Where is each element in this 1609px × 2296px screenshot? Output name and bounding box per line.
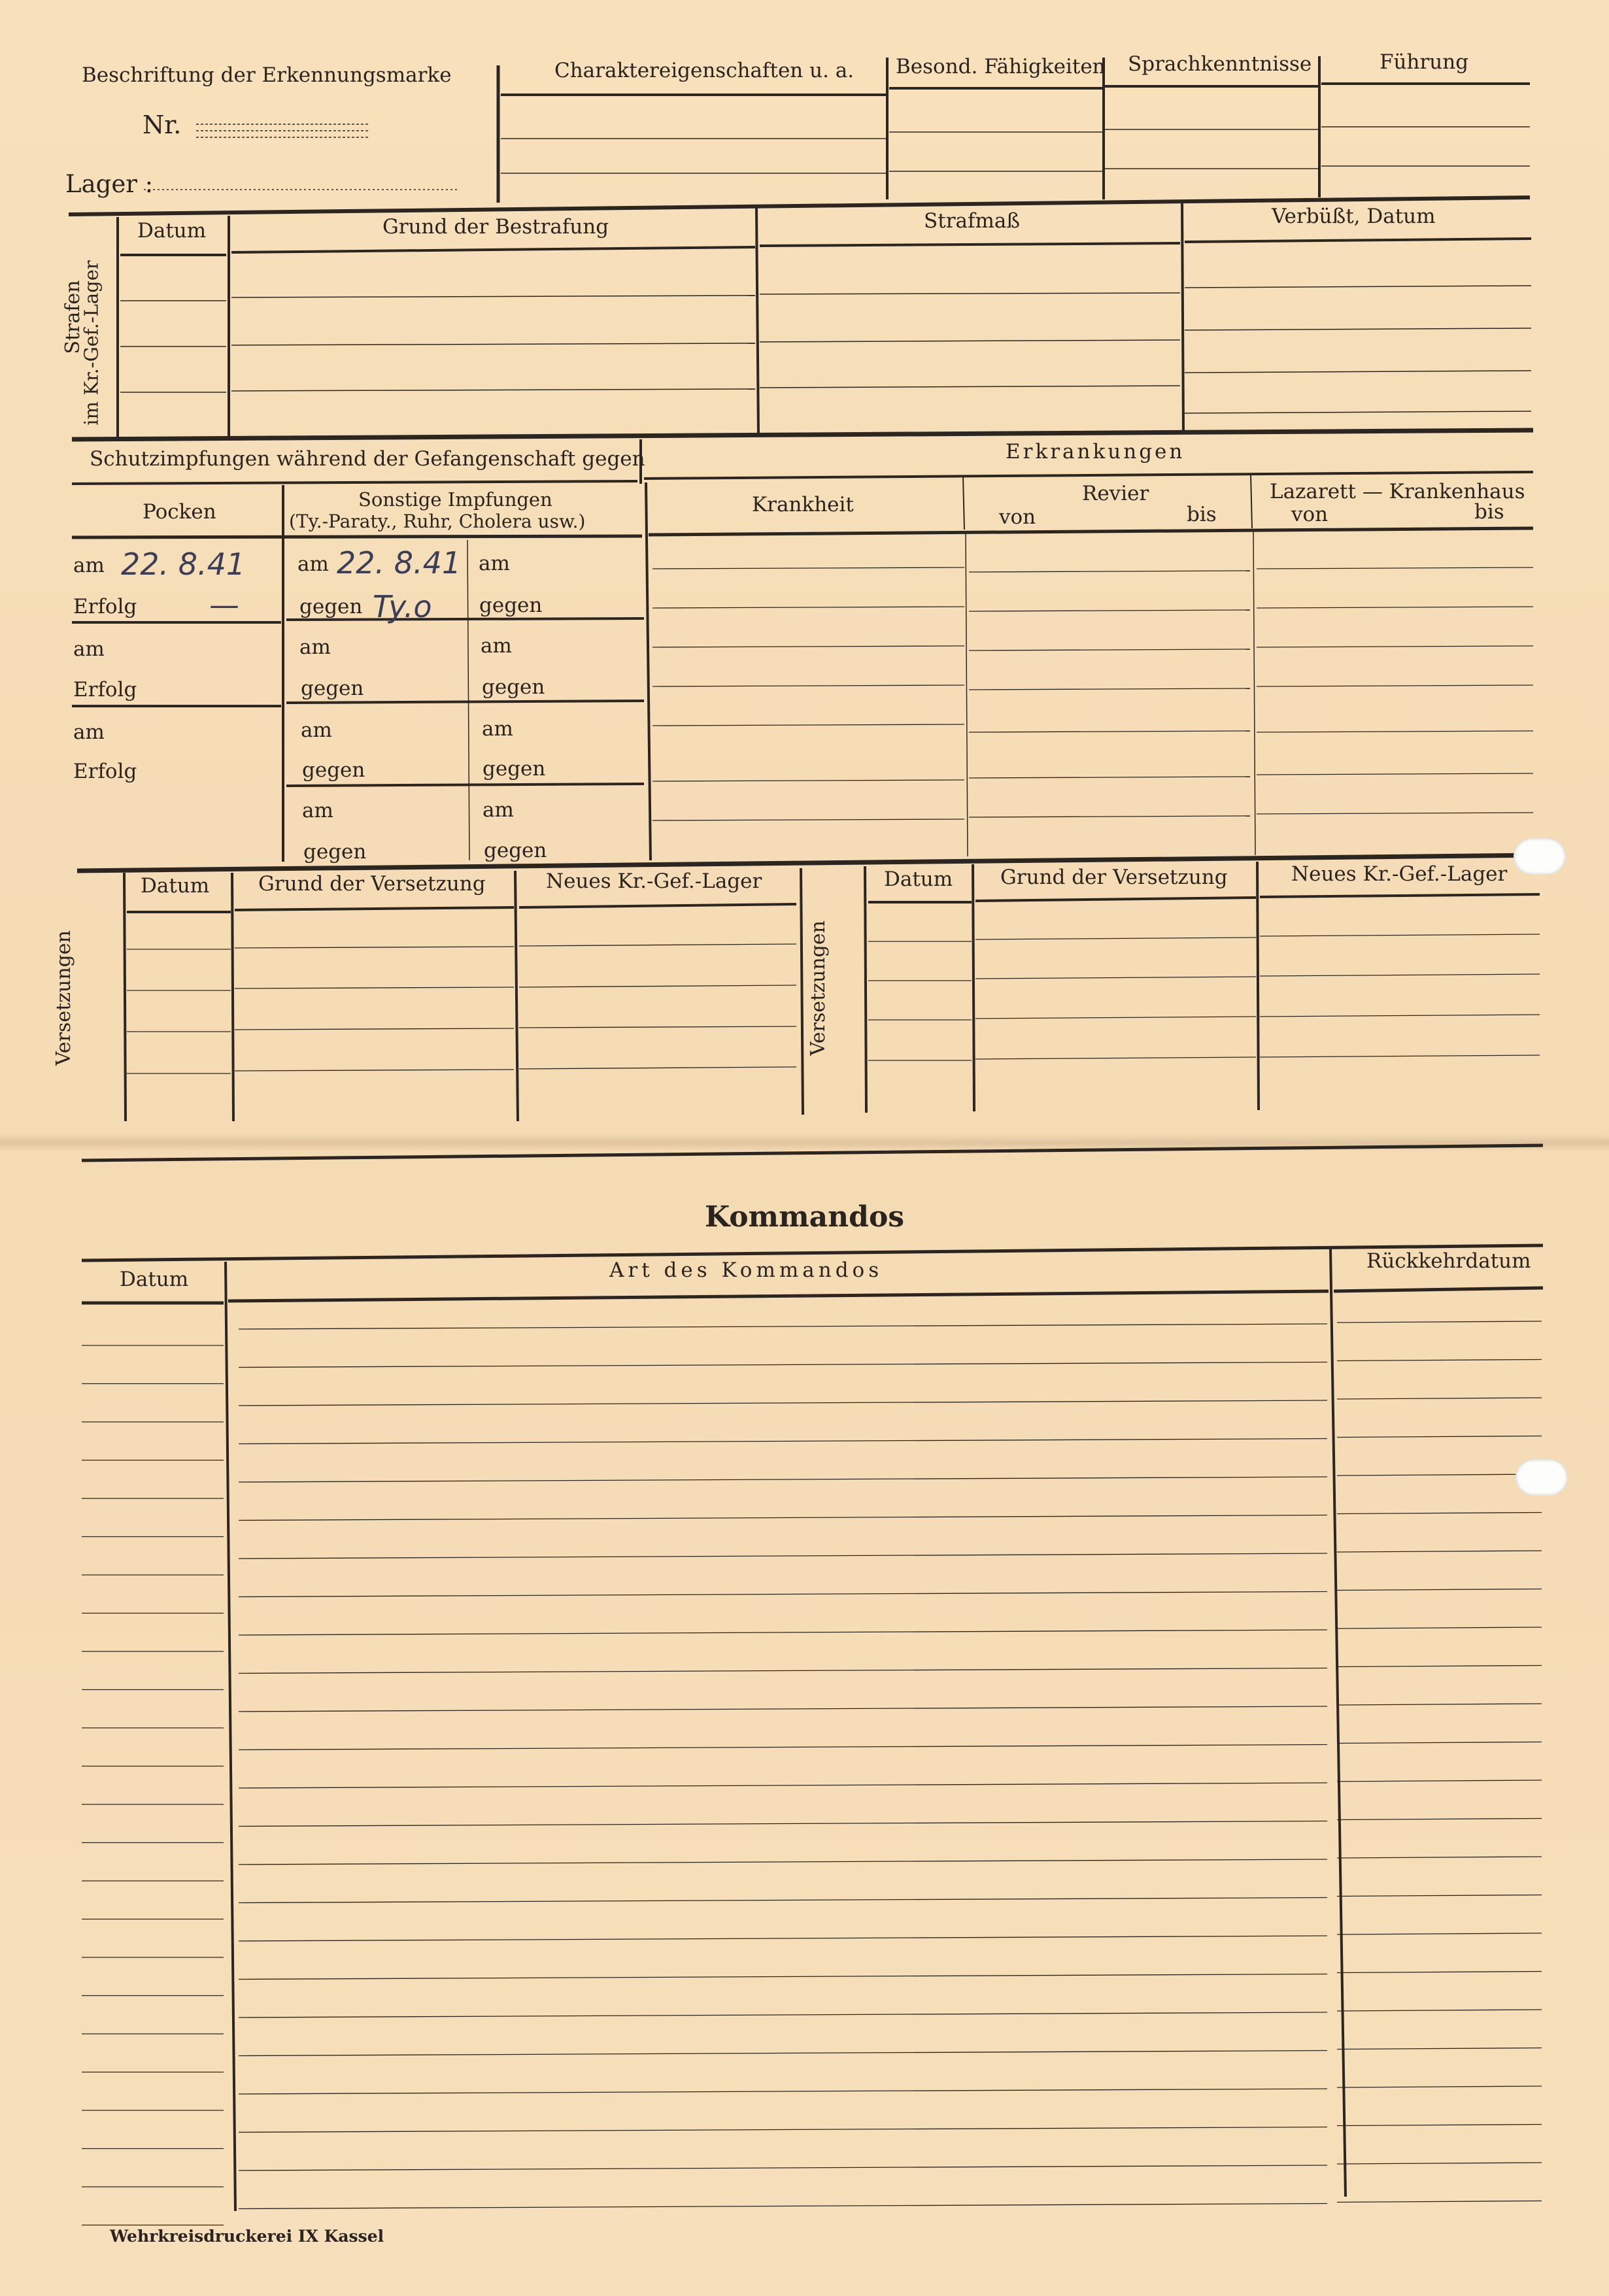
sonstige-gegen-label: gegen xyxy=(301,677,364,700)
sonstige2-am-label: am xyxy=(482,717,513,741)
sonstige2-am-label: am xyxy=(481,634,512,658)
ruled-line xyxy=(239,1592,1327,1597)
sonstige2-am-label: am xyxy=(479,552,510,575)
handwritten-pocken-erfolg: — xyxy=(209,587,239,622)
ruled-line xyxy=(1337,1704,1542,1705)
sonstige-am-label: am xyxy=(301,718,332,742)
versetzungen-col-grund: Grund der Versetzung xyxy=(258,872,486,896)
ruled-line xyxy=(239,1974,1327,1980)
ruled-line xyxy=(1337,1780,1542,1781)
impfungen-col-pocken: Pocken xyxy=(143,500,216,524)
erkrankungen-col-lazarett: Lazarett — Krankenhaus xyxy=(1270,480,1525,503)
impfungen-header: Schutzimpfungen während der Gefangenschaft gegen xyxy=(90,447,645,471)
lazarett-von: von xyxy=(1291,503,1329,526)
ruled-line xyxy=(239,1439,1327,1444)
ruled-line xyxy=(239,2165,1327,2170)
ruled-line xyxy=(239,1630,1327,1635)
ruled-line xyxy=(239,1936,1327,1941)
ruled-line xyxy=(239,1553,1327,1559)
sonstige2-gegen-label: gegen xyxy=(483,757,546,781)
ruled-line xyxy=(239,2051,1327,2056)
ruled-line xyxy=(1337,2048,1542,2050)
ruled-line xyxy=(1337,2086,1542,2087)
impfungen-col-sonstige-sub: (Ty.-Paraty., Ruhr, Cholera usw.) xyxy=(289,511,586,532)
ruled-line xyxy=(1337,1666,1542,1667)
sonstige2-gegen-label: gegen xyxy=(482,675,545,699)
ruled-line xyxy=(1337,1551,1542,1552)
col-fuehrung-header: Führung xyxy=(1380,50,1469,74)
pocken-erfolg-label: Erfolg xyxy=(73,760,137,783)
ruled-line xyxy=(1337,1857,1542,1858)
erkrankungen-col-krankheit: Krankheit xyxy=(752,493,854,516)
versetzungen-side-label-2: Versetzungen xyxy=(807,920,830,1056)
sonstige-am-label: am xyxy=(302,799,333,822)
impfungen-col-sonstige: Sonstige Impfungen xyxy=(358,488,552,511)
punch-hole xyxy=(1514,838,1566,875)
pocken-am-label: am xyxy=(73,554,105,577)
strafen-col-grund: Grund der Bestrafung xyxy=(382,215,609,239)
ruled-line xyxy=(1337,1474,1542,1476)
handwritten-sonstige-gegen: Ty.o xyxy=(373,589,432,624)
col-faehigkeiten-header: Besond. Fähigkeiten xyxy=(896,55,1106,78)
nr-label: Nr. xyxy=(143,110,182,139)
ruled-line xyxy=(1337,1742,1542,1744)
pocken-am-label: am xyxy=(73,720,105,744)
strafen-side-label-2: im Kr.-Gef.-Lager xyxy=(80,260,103,426)
strafen-col-strafmass: Strafmaß xyxy=(924,209,1021,233)
handwritten-sonstige-date: 22. 8.41 xyxy=(337,545,462,581)
ruled-line xyxy=(1337,1436,1542,1438)
ruled-line xyxy=(239,1668,1327,1674)
ruled-line xyxy=(239,1898,1327,1903)
ruled-line xyxy=(1337,1360,1542,1361)
revier-von: von xyxy=(999,505,1036,529)
ruled-line xyxy=(1337,2201,1542,2203)
versetzungen2-col-neues: Neues Kr.-Gef.-Lager xyxy=(1291,862,1508,886)
printer-imprint: Wehrkreisdruckerei IX Kassel xyxy=(110,2227,384,2246)
ruled-line xyxy=(1337,1895,1542,1897)
revier-bis: bis xyxy=(1187,503,1217,526)
ruled-line xyxy=(1337,1933,1542,1934)
versetzungen-side-label: Versetzungen xyxy=(52,930,75,1066)
ruled-line xyxy=(1337,2163,1542,2164)
ruled-line xyxy=(1337,1398,1542,1399)
col-sprachen-header: Sprachkenntnisse xyxy=(1128,52,1312,76)
ruled-line xyxy=(239,2012,1327,2017)
ruled-line xyxy=(239,2089,1327,2094)
pocken-erfolg-label: Erfolg xyxy=(73,595,137,618)
versetzungen2-col-grund: Grund der Versetzung xyxy=(1000,866,1228,889)
ruled-line xyxy=(239,1745,1327,1750)
erkennungsmarke-label: Beschriftung der Erkennungsmarke xyxy=(82,63,452,87)
ruled-line xyxy=(239,2204,1327,2209)
kommandos-col-datum: Datum xyxy=(120,1268,189,1291)
ruled-line xyxy=(239,1783,1327,1788)
ruled-line xyxy=(239,1821,1327,1827)
versetzungen-col-datum: Datum xyxy=(141,874,210,898)
erkrankungen-header: Erkrankungen xyxy=(1006,440,1185,464)
col-charakter-header: Charaktereigenschaften u. a. xyxy=(554,59,855,82)
ruled-line xyxy=(1337,1513,1542,1514)
erkrankungen-col-revier: Revier xyxy=(1082,482,1149,505)
ruled-line xyxy=(1337,1321,1542,1323)
strafen-col-datum: Datum xyxy=(137,219,207,243)
versetzungen-col-neues: Neues Kr.-Gef.-Lager xyxy=(546,869,762,893)
sonstige2-gegen-label: gegen xyxy=(484,839,547,862)
ruled-line xyxy=(1337,2010,1542,2011)
sonstige2-am-label: am xyxy=(483,798,514,822)
ruled-line xyxy=(1337,2125,1542,2126)
ruled-line xyxy=(239,1515,1327,1521)
kommandos-col-rueckkehr: Rückkehrdatum xyxy=(1366,1249,1531,1273)
ruled-line xyxy=(1337,1972,1542,1973)
lazarett-bis: bis xyxy=(1474,500,1504,524)
ruled-line xyxy=(1337,1589,1542,1591)
handwritten-pocken-date: 22. 8.41 xyxy=(121,547,246,582)
ruled-line xyxy=(239,2127,1327,2133)
sonstige2-gegen-label: gegen xyxy=(479,594,543,617)
strafen-side-label: Strafen xyxy=(61,280,84,354)
ruled-line xyxy=(239,1706,1327,1712)
punch-hole xyxy=(1516,1459,1568,1496)
lager-label: Lager : xyxy=(65,170,154,198)
strafen-col-verbuesst: Verbüßt, Datum xyxy=(1272,205,1436,228)
ruled-line xyxy=(239,1400,1327,1406)
sonstige-am-label: am xyxy=(297,552,329,576)
pocken-erfolg-label: Erfolg xyxy=(73,678,137,701)
ruled-line xyxy=(239,1477,1327,1482)
sonstige-gegen-label: gegen xyxy=(299,595,363,618)
kommandos-col-art: Art des Kommandos xyxy=(609,1258,883,1282)
ruled-line xyxy=(239,1859,1327,1865)
kommandos-title: Kommandos xyxy=(704,1200,905,1234)
ruled-line xyxy=(239,1324,1327,1329)
sonstige-gegen-label: gegen xyxy=(302,758,365,782)
pocken-am-label: am xyxy=(73,637,105,661)
ruled-line xyxy=(239,1362,1327,1368)
versetzungen2-col-datum: Datum xyxy=(884,868,953,891)
ruled-line xyxy=(1337,1819,1542,1820)
sonstige-am-label: am xyxy=(299,635,331,659)
ruled-line xyxy=(1337,1627,1542,1629)
sonstige-gegen-label: gegen xyxy=(303,840,367,864)
